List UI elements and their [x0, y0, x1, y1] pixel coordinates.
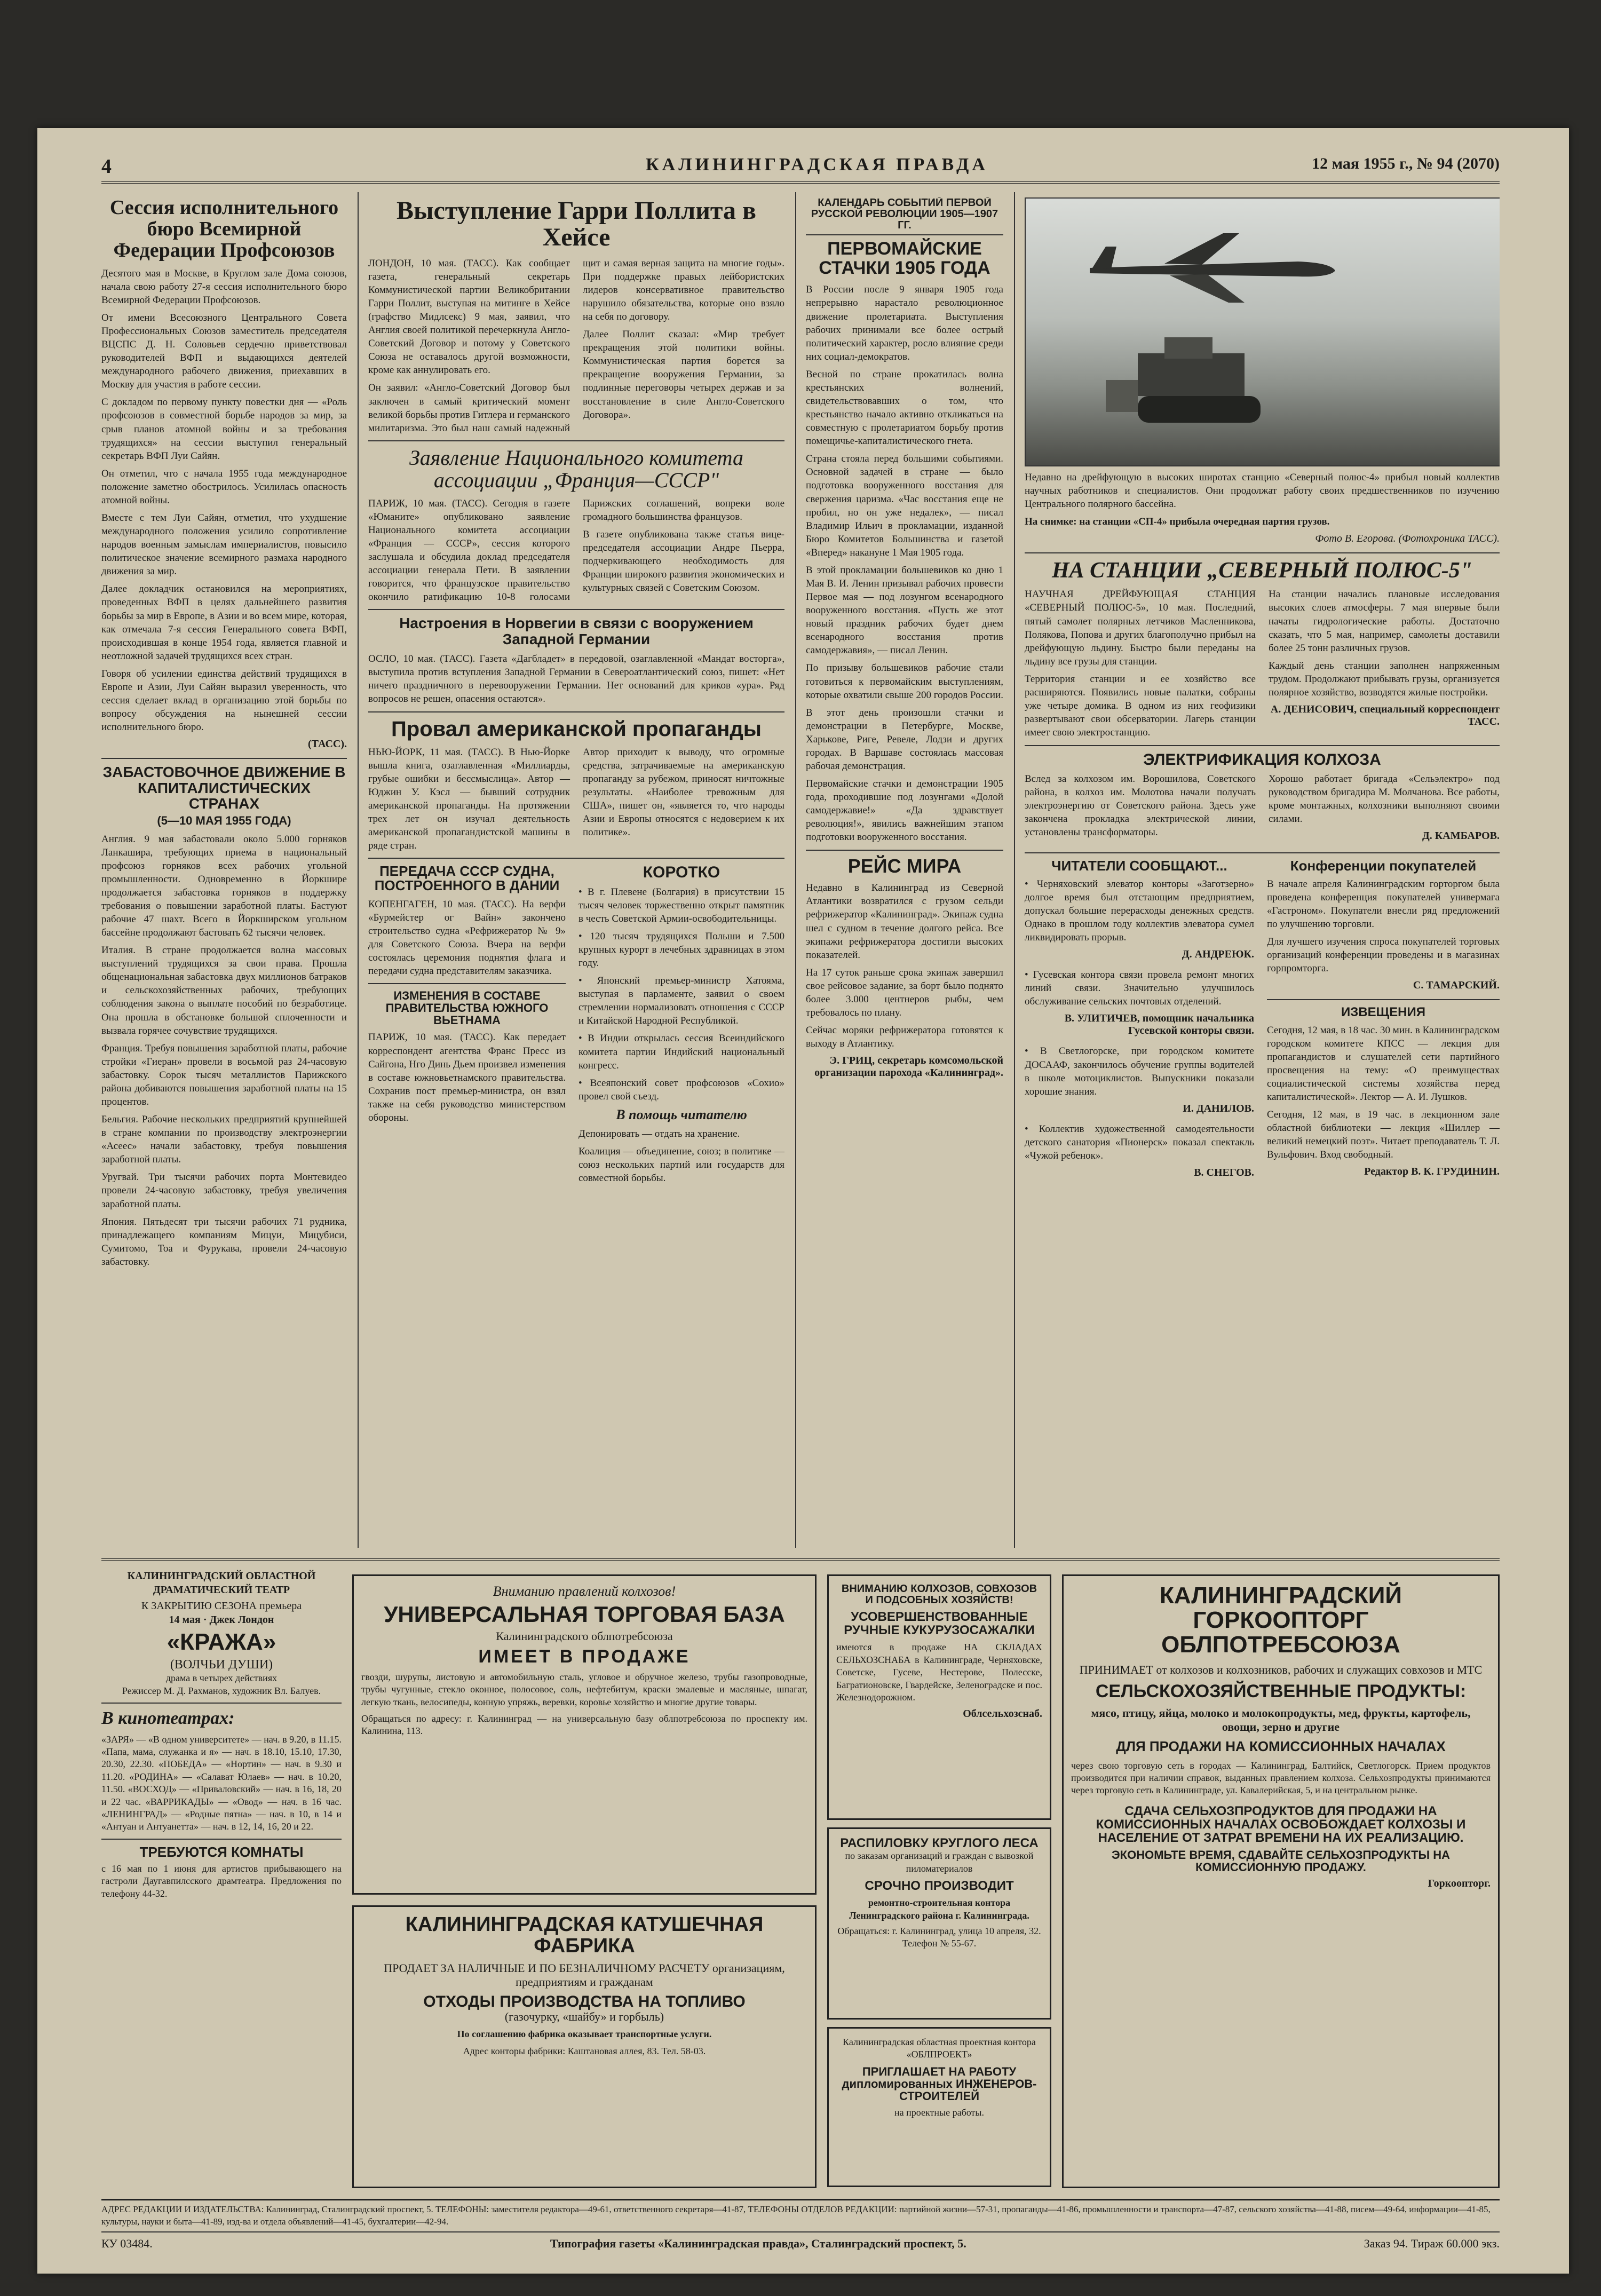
article-title: Провал американской пропаганды [391, 717, 762, 741]
article-paragraph: КОПЕНГАГЕН, 10 мая. (ТАСС). На верфи «Бурмейстер ог Вайн» закончено строительство судна «Рефрижератор № 9» для Советского Союза. Вчера на верфи состоялась церемония поднятия флага и передачи судна представителям заказчика. [368, 898, 566, 977]
ad-item: ОТХОДЫ ПРОИЗВОДСТВА НА ТОПЛИВО [423, 1992, 746, 2010]
notice: Сегодня, 12 мая, в 18 час. 30 мин. в Калининградском городском комитете КПСС — лекция для пропагандистов и слушателей сети партийного просвещения на тему: «О преимуществах социалистической системы хозяйства перед капиталистической». Лектор — А. И. Лушков. [1267, 1024, 1500, 1103]
ad-engineers [827, 2027, 1051, 2187]
column-3 [806, 197, 1003, 1548]
ad-subtitle: СРОЧНО ПРОИЗВОДИТ [865, 1878, 1014, 1893]
divider [101, 1839, 342, 1840]
article-paragraph: Вслед за колхозом им. Ворошилова, Советского района, в колхоз им. Молотова начали получать электроэнергию от Советского района. Здесь уже закончена прокладка электрической линии, установлены трансформаторы. [1025, 773, 1256, 838]
article-paragraph: На станции начались плановые исследования высоких слоев атмосферы. 7 мая впервые были начаты гидрологические работы. Достаточно сказать, что 5 мая, например, самолеты доставили более 25 тонн различных грузов. [1269, 589, 1500, 654]
article-paragraph: Весной по стране прокатилась волна крестьянских волнений, свидетельствовавших о том, что крестьянство начало активно откликаться на совместную с пролетариатом борьбу против помещичье-капиталистического гнета. [806, 368, 1003, 447]
brief-item: • В г. Плевене (Болгария) в присутствии 15 тысяч человек торжественно открыт памятник в честь Советской Армии-освободительницы. [578, 886, 784, 924]
article-paragraph: Далее Поллит сказал: «Мир требует прекращения этой политики войны. Коммунистическая партия борется за прекращение вооружения Германии, за подлинные переговоры четырех держав и за восстановление в силе Англо-Советского Договора». [583, 329, 784, 421]
ad-text: через свою торговую сеть в городах — Калининград, Балтийск, Светлогорск. Прием продуктов производится при наличии справок, выданных правлением колхоза. Сельхозпродукты принимаются через торговую сеть в Калининграде, ул. Кавалерийская, 5, и на центральном рынке. [1071, 1760, 1491, 1796]
theatre-play: «КРАЖА» [167, 1629, 276, 1655]
ad-text: на проектные работы. [894, 2107, 984, 2118]
article-paragraph: В газете опубликована также статья вице-председателя ассоциации Андре Пьерра, подчеркивающего необходимость для Франции широкого развития экономических и культурных связей с Советским Союзом. [583, 528, 784, 594]
article-title: Выступление Гарри Поллита в Хейсе [397, 197, 756, 252]
article-title: КОРОТКО [643, 864, 720, 882]
theatre-director: Режиссер М. Д. Рахманов, художник Вл. Балуев. [122, 1685, 321, 1696]
ad-subtitle: ПРОДАЕТ ЗА НАЛИЧНЫЕ И ПО БЕЗНАЛИЧНОМУ РАСЧЕТУ организациям, предприятиям и гражданам [384, 1961, 785, 1989]
article-paragraph: Для лучшего изучения спроса покупателей торговых организаций конференции проведены и в магазинах горпромторга. [1267, 936, 1500, 975]
cinema-title: В кинотеатрах: [101, 1708, 235, 1728]
article-paragraph: Сейчас моряки рефрижератора готовятся к выходу в Атлантику. [806, 1025, 1003, 1050]
paper-title: КАЛИНИНГРАДСКАЯ ПРАВДА [646, 155, 988, 175]
ad-subtitle: ИМЕЕТ В ПРОДАЖЕ [478, 1646, 691, 1667]
footer [101, 2199, 1500, 2251]
column-2 [368, 197, 784, 1548]
ad-gorkooptorg [1062, 1574, 1500, 2188]
article-paragraph: Страна стояла перед большими событиями. Основной задачей в стране — было подготовка вооруженного восстания для свержения царизма. «Час восстания еще не пробил, но он уже недалек», — писал Владимир Ильич в прокламации, изданной Бюро Комитетов Большинства и газетой «Вперед» накануне 1 Мая 1905 года. [806, 453, 1003, 558]
article-title: РЕЙС МИРА [847, 854, 962, 877]
article-title: НА СТАНЦИИ „СЕВЕРНЫЙ ПОЛЮС-5" [1051, 558, 1473, 583]
ad-title: РАСПИЛОВКУ КРУГЛОГО ЛЕСА [840, 1836, 1039, 1850]
notice: Сегодня, 12 мая, в 19 час. в лекционном зале областной библиотеки — лекция «Шиллер — великий немецкий поэт». Читает преподаватель Т. Л. Вульфович. Вход свободный. [1267, 1109, 1500, 1161]
article-signature: (ТАСС). [308, 738, 347, 750]
article-title: ИЗВЕЩЕНИЯ [1341, 1005, 1425, 1020]
rooms-text: с 16 мая по 1 июня для артистов прибывающего на гастроли Даугавпилсского драмтеатра. Предложения по телефону 44-32. [101, 1863, 342, 1899]
photo-credit: Фото В. Егорова. (Фотохроника ТАСС). [1315, 533, 1500, 545]
ad-bottom: СДАЧА СЕЛЬХОЗПРОДУКТОВ ДЛЯ ПРОДАЖИ НА КОМИССИОННЫХ НАЧАЛАХ ОСВОБОЖДАЕТ КОЛХОЗЫ И НАСЕЛЕНИЕ ОТ ЗАТРАТ ВРЕМЕНИ НА ИХ РЕАЛИЗАЦИЮ. [1096, 1803, 1466, 1846]
brief-item: • Японский премьер-министр Хатояма, выступая в парламенте, заявил о своем стремлении нормализовать отношения с СССР и Китайской Народной Республикой. [578, 975, 784, 1027]
photo-caption: Недавно на дрейфующую в высоких широтах станцию «Северный полюс-4» прибыл новый коллектив научных работников и специалистов. Они продолжат работу своих предшественников по изучению Центрального полярного бассейна. [1025, 472, 1500, 510]
article-title: ПЕРВОМАЙСКИЕ СТАЧКИ 1905 ГОДА [819, 239, 990, 278]
article-signature: И. ДАНИЛОВ. [1183, 1102, 1254, 1114]
footer-printer: Типография газеты «Калининградская правда», Сталинградский проспект, 5. [550, 2236, 966, 2250]
calendar-kicker: КАЛЕНДАРЬ СОБЫТИЙ ПЕРВОЙ РУССКОЙ РЕВОЛЮЦИИ 1905—1907 ГГ. [806, 197, 1003, 235]
article-signature: Э. ГРИЦ, секретарь комсомольской организации парохода «Калининград». [814, 1055, 1003, 1079]
photo-caption: На снимке: на станции «СП-4» прибыла очередная партия грузов. [1025, 516, 1330, 528]
reader-report: • Гусевская контора связи провела ремонт многих линий связи. Значительно улучшилось обслуживание сельских почтовых отделений. [1025, 969, 1254, 1008]
brief-item: • В Индии открылась сессия Всеиндийского комитета партии Индийский национальный конгресс. [578, 1033, 784, 1071]
ad-signature: Облсельхозснаб. [963, 1708, 1042, 1720]
tractor-icon [1106, 332, 1287, 428]
theatre-title: КАЛИНИНГРАДСКИЙ ОБЛАСТНОЙ ДРАМАТИЧЕСКИЙ ТЕАТР [127, 1570, 316, 1596]
ad-item-detail: (газочурку, «шайбу» и горбыль) [504, 2010, 664, 2024]
ad-title: УНИВЕРСАЛЬНАЯ ТОРГОВАЯ БАЗА [384, 1602, 785, 1627]
ad-trade-base [352, 1574, 817, 1895]
ad-title: УСОВЕРШЕНСТВОВАННЫЕ РУЧНЫЕ КУКУРУЗОСАЖАЛКИ [844, 1610, 1035, 1638]
article-signature: В. СНЕГОВ. [1194, 1166, 1254, 1178]
article-paragraph: НАУЧНАЯ ДРЕЙФУЮЩАЯ СТАНЦИЯ «СЕВЕРНЫЙ ПОЛЮС-5», 10 мая. Последний, пятый самолет полярных летчиков Масленникова, Полякова, Попова и других благополучно прибыл на дрейфующую льдину. Быстро были переданы на льдину все грузы для станции. [1025, 589, 1256, 667]
ad-note: По соглашению фабрика оказывает транспортные услуги. [457, 2029, 712, 2040]
article-paragraph: ПАРИЖ, 10 мая. (ТАСС). Сегодня в газете «Юманите» опубликовано заявление Национального комитета ассоциации «Франция — СССР», сессия которого заслушала и обсудила доклад председателя ассоциации генерала Пети. В заявлении говорится, что французское правительство окончило ратификацию 10-8 голосами Парижских соглашений, вопреки воле громадного большинства французов. [368, 497, 784, 603]
editor-credit: Редактор В. К. ГРУДИНИН. [1364, 1166, 1500, 1178]
article-paragraph: Каждый день станции заполнен напряженным трудом. Продолжают прибывать грузы, организуется полярное хозяйство, возводятся жилые постройки. [1269, 660, 1500, 698]
article-signature: Д. КАМБАРОВ. [1422, 830, 1500, 842]
article-paragraph: Он заявил: «Англо-Советский Договор был заключен в самый критический момент великой борьбы против Гитлера и германского милитаризма. Это был наш самый надежный щит и самая верная защита на многие годы». При поддержке правых лейбористских лидеров консервативное правительство нарушило обязательства, которые оно взяло на себя по договору. [368, 257, 784, 434]
article-paragraph: От имени Всесоюзного Центрального Совета Профессиональных Союзов заместитель председателя ВЦСПС Д. Н. Соловьев сердечно приветствовал руководителей ВФП и выдающихся деятелей международного рабочего движения, приехавших в Москву для участия в работе сессии. [101, 312, 347, 391]
article-title: Заявление Национального комитета ассоциации „Франция—СССР" [409, 445, 744, 492]
divider [368, 983, 566, 984]
footer-kr: КУ 03484. [101, 2236, 153, 2250]
article-paragraph: На 17 суток раньше срока экипаж завершил свое рейсовое задание, за борт было поднято более 3.000 центнеров рыбы, чем требовалось по плану. [806, 967, 1003, 1018]
article-paragraph: Территория станции и ее хозяйство все расширяются. Появились новые палатки, собраны уже четыре домика. В одном из них геофизики развертывают свои обсерватории. Лагерь станции имеет свою электростанцию. [1025, 673, 1256, 739]
divider [368, 858, 784, 859]
brief-item: • 120 тысяч трудящихся Польши и 7.500 крупных курорт в лечебных здравницах в этом году. [578, 930, 784, 969]
rooms-title: ТРЕБУЮТСЯ КОМНАТЫ [139, 1843, 304, 1860]
article-paragraph: Англия. 9 мая забастовали около 5.000 горняков Ланкашира, требующих приема в национальный профсоюз горняков всех рабочих угольной промышленности. Одновременно в Йоркшире продолжается забастовка горняков в поддержку требования о повышении заработной платы. Бастуют рабочие 47 шахт. Всего в Йоркширском угольном бассейне продолжают бастовать 62 тысячи человек. [101, 833, 347, 939]
footer-address: АДРЕС РЕДАКЦИИ И ИЗДАТЕЛЬСТВА: Калининград, Сталинградский проспект, 5. ТЕЛЕФОНЫ: заместителя редактора—49-61, ответственного секретаря—41-87, ТЕЛЕФОНЫ ОТДЕЛОВ РЕДАКЦИИ: партийной жизни—57-31, пропаганды—41-86, промышленности и транспорта—47-87, сельского хозяйства—41-88, писем—49-64, информации—41-85, культуры, науки и быта—41-89, изд-ва и отдела объявлений—41-45, бухгалтерии—42-94. [101, 2204, 1491, 2227]
glossary-item: Коалиция — объединение, союз; в политике — союз нескольких партий или государств для совместной борьбы. [578, 1146, 784, 1184]
column-rule [358, 192, 359, 1548]
cinema-listings: «ЗАРЯ» — «В одном университете» — нач. в 9.20, в 11.15. «Папа, мама, служанка и я» — нач. в 18.10, 15.10, 17.30, 20.30, 22.30. «ПОБЕДА» — «Нортин» — нач. в 9.30 и 11.20. «РОДИНА» — «Салават Юлаев» — нач. в 10.20, 11.50. «ВОСХОД» — «Приваловский» — нач. в 16, 18, 20 и 22 час. «ВАРРИКАДЫ» — «Овод» — нач. в 16 час. «ЛЕНИНГРАД» — «Родные пятна» — нач. в 10, в 14 и «Антуан и Антуанетта» — нач. в 12, 14, 16, 20 и 22. [101, 1733, 342, 1832]
article-title: ПЕРЕДАЧА СССР СУДНА, ПОСТРОЕННОГО В ДАНИИ [374, 863, 560, 894]
ads-divider [101, 1558, 1500, 1561]
divider [101, 758, 347, 759]
divider [1025, 745, 1500, 746]
reader-report: • Коллектив художественной самодеятельности детского санатория «Пионерск» показал спектакль «Чужой ребенок». [1025, 1123, 1254, 1161]
ad-theatre-cinema [101, 1569, 342, 2188]
issue-date: 12 мая 1955 г., № 94 (2070) [1312, 155, 1500, 172]
newspaper-page [37, 128, 1569, 2274]
article-paragraph: В начале апреля Калининградским горторгом была проведена конференция покупателей универмага «Гастроном». Покупатели внесли ряд предложений по улучшению торговли. [1267, 878, 1500, 930]
article-title: Сессия исполнительного бюро Всемирной Федерации Профсоюзов [109, 197, 339, 262]
footer-order: Заказ 94. Тираж 60.000 экз. [1364, 2236, 1500, 2250]
article-paragraph: НЬЮ-ЙОРК, 11 мая. (ТАСС). В Нью-Йорке вышла книга, озаглавленная «Миллиарды, грубые ошибки и бессмыслица». Автор — Юджин У. Кэсл — бывший сотрудник американской пропаганды. На протяжении трех лет он изучал деятельность американской пропагандистской машины в ряде стран. [368, 746, 570, 852]
article-paragraph: ОСЛО, 10 мая. (ТАСС). Газета «Дагбладет» в передовой, озаглавленной «Мандат восторга», выступила против вступления Западной Германии в Североатлантический союз, пишет: «Нет ничего праздничного в перевооружении Германии. Нет оснований для криков «ура». Ряд вопросов не решен, опасения остаются». [368, 653, 784, 705]
article-paragraph: ПАРИЖ, 10 мая. (ТАСС). Как передает корреспондент агентства Франс Пресс из Сайгона, Нго Динь Дьем произвел изменения в составе южновьетнамского правительства. Сохранив пост премьер-министра, он взял также на себя руководство министерством обороны. [368, 1032, 566, 1123]
ad-list: мясо, птицу, яйца, молоко и молокопродукты, мед, фрукты, картофель, овощи, зерно и другие [1091, 1706, 1471, 1734]
article-paragraph: В России после 9 января 1905 года непрерывно нарастало революционное движение пролетариата. Выступления рабочих принимали все более острый политический характер, росло влияние среди них социал-демократов. [806, 284, 1003, 362]
article-paragraph: По призыву большевиков рабочие стали готовиться к первомайским выступлениям, которые охватили свыше 200 городов России. [806, 662, 1003, 701]
article-signature: С. ТАМАРСКИЙ. [1413, 979, 1500, 992]
divider [1267, 999, 1500, 1000]
theatre-date: 14 мая · Джек Лондон [169, 1614, 274, 1626]
ad-title: КАЛИНИНГРАДСКАЯ КАТУШЕЧНАЯ ФАБРИКА [405, 1913, 764, 1957]
ad-planters [827, 1574, 1051, 1820]
ad-title: ПРИГЛАШАЕТ НА РАБОТУ дипломированных ИНЖЕНЕРОВ-СТРОИТЕЛЕЙ [842, 2064, 1037, 2103]
column-rule [795, 192, 796, 1548]
article-paragraph: Говоря об усилении единства действий трудящихся в Европе и Азии, Луи Сайян выразил уверенность, что сессия сделает вклад в организацию этой борьбы по вопросу обсуждения на нынешней сессии исполнительного бюро. [101, 668, 347, 733]
divider [368, 711, 784, 712]
ad-text: имеются в продаже НА СКЛАДАХ СЕЛЬХОЗСНАБА в Калининграде, Черняховске, Советске, Гусеве, Нестерове, Полесске, Багратионовске, Гвардейске, Зеленоградске и пос. Железнодорожном. [836, 1642, 1042, 1703]
divider [1025, 852, 1500, 853]
ad-end: ЭКОНОМЬТЕ ВРЕМЯ, СДАВАЙТЕ СЕЛЬХОЗПРОДУКТЫ НА КОМИССИОННУЮ ПРОДАЖУ. [1112, 1848, 1450, 1874]
article-paragraph: Автор приходит к выводу, что огромные средства, затрачиваемые на американскую пропаганду за рубежом, приносят ничтожные результаты. «Наиболее тревожным для США», пишет он, «является то, что народы Азии и Европы относятся с недоверием к их политике». [583, 746, 784, 838]
divider [368, 440, 784, 441]
ad-address: Адрес конторы фабрики: Каштановая аллея, 83. Тел. 58-03. [463, 2045, 706, 2056]
ad-kicker: ВНИМАНИЮ КОЛХОЗОВ, СОВХОЗОВ И ПОДСОБНЫХ ХОЗЯЙСТВ! [841, 1583, 1037, 1606]
reader-report: • В Светлогорске, при городском комитете ДОСААФ, закончилось обучение группы водителей в школе мотоциклистов. Выпускники показали хорошие знания. [1025, 1046, 1254, 1097]
ad-text: по заказам организаций и граждан с вывозкой пиломатериалов [845, 1850, 1034, 1874]
article-paragraph: ЛОНДОН, 10 мая. (ТАСС). Как сообщает газета, генеральный секретарь Коммунистической партии Великобритании Гарри Поллит, выступая на митинге в Хейсе (графство Мидлсекс) 9 мая, заявил, что Англия своей политикой перечеркнула Англо-Советский Договор и потому у Советского Союза не оставалось другой возможности, кроме как аннулировать его. [368, 257, 570, 376]
ad-org: ремонтно-строительная контора Ленинградского района г. Калининграда. [849, 1897, 1029, 1921]
article-paragraph: Десятого мая в Москве, в Круглом зале Дома союзов, начала свою работу 27-я сессия исполнительного бюро Всемирной Федерации Профсоюзов. [101, 267, 347, 306]
ad-kicker: Вниманию правлений колхозов! [493, 1584, 676, 1599]
ad-mid: ДЛЯ ПРОДАЖИ НА КОМИССИОННЫХ НАЧАЛАХ [1116, 1738, 1446, 1755]
ad-subtitle: ПРИНИМАЕТ от колхозов и колхозников, рабочих и служащих совхозов и МТС [1079, 1662, 1483, 1676]
ad-address: Обращаться по адресу: г. Калининград — на универсальную базу облпотребсоюза по проспекту им. Калинина, 113. [361, 1713, 807, 1737]
ad-address: Обращаться: г. Калининград, улица 10 апреля, 32. Телефон № 55-67. [837, 1925, 1041, 1949]
article-signature: Д. АНДРЕЮК. [1182, 948, 1254, 961]
article-paragraph: Франция. Требуя повышения заработной платы, рабочие стройки «Гиеран» провели в восьмой раз 24-часовую забастовку. Сорок тысяч металлистов Парижского района добиваются повышения заработной платы на 15 процентов. [101, 1042, 347, 1107]
article-paragraph: Далее докладчик остановился на мероприятиях, проведенных ВФП в целях дальнейшего развития борьбы за мир в Европе, в Азии и во всем мире, которая, как отмечала 7-я сессия Генерального совета ВФП, происходившая в конце 1954 года, является главной и неотложной задачей трудящихся всех стран. [101, 583, 347, 662]
airplane-icon [1084, 231, 1341, 305]
news-photo [1025, 197, 1500, 466]
theatre-sub: К ЗАКРЫТИЮ СЕЗОНА премьера [141, 1600, 302, 1612]
article-paragraph: В этот день произошли стачки и демонстрации в Петербурге, Москве, Харькове, Риге, Ревеле, Лодзи и других городах. В Варшаве состоялась массовая рабочая демонстрация. [806, 707, 1003, 772]
divider [1025, 552, 1500, 553]
ad-title: КАЛИНИНГРАДСКИЙ ГОРКООПТОРГ ОБЛПОТРЕБСОЮЗА [1160, 1582, 1402, 1658]
article-title: ЗАБАСТОВОЧНОЕ ДВИЖЕНИЕ В КАПИТАЛИСТИЧЕСКИХ СТРАНАХ [102, 764, 346, 812]
ad-spool-factory [352, 1905, 817, 2188]
glossary-item: Депонировать — отдать на хранение. [578, 1128, 740, 1140]
article-paragraph: Япония. Пятьдесят три тысячи рабочих 71 рудника, принадлежащего компаниям Мицуи, Мицубиси, Сумитомо, Тоа и Фурукава, провели 24-часовую забастовку. [101, 1216, 347, 1268]
divider [101, 1703, 342, 1704]
article-paragraph: В этой прокламации большевиков ко дню 1 Мая В. И. Ленин призывал рабочих провести Первое мая — под лозунгом всенародного вооруженного восстания. «Пусть же этот новый праздник рабочих будет днем всенародного восстания против самодержавия», — писал Ленин. [806, 564, 1003, 656]
masthead [101, 149, 1500, 184]
column-rule [1014, 192, 1015, 1548]
theatre-desc: драма в четырех действиях [165, 1673, 278, 1684]
ad-org: Калининградского облпотребсоюза [496, 1629, 673, 1643]
article-signature: В. УЛИТИЧЕВ, помощник начальника Гусевской конторы связи. [1064, 1012, 1254, 1037]
article-paragraph: Он отметил, что с начала 1955 года международное положение заметно обострилось. Усилилась опасность атомной войны. [101, 468, 347, 506]
brief-item: • Всеяпонский совет профсоюзов «Сохио» провел свой съезд. [578, 1077, 784, 1102]
divider [368, 609, 784, 610]
article-title: ЧИТАТЕЛИ СООБЩАЮТ... [1051, 857, 1227, 874]
article-title: Настроения в Норвегии в связи с вооружением Западной Германии [399, 615, 754, 647]
ad-column-middle [827, 1574, 1051, 2188]
column-4 [1025, 197, 1500, 1548]
article-paragraph: Италия. В стране продолжается волна массовых выступлений трудящихся за свои права. Прошла общенациональная забастовка двух миллионов батраков и сельскохозяйственных рабочих, требующих соблюдения закона о выплате пособий по безработице. Она прошла в обстановке большой сплоченности и вызвала горячее сочувствие трудящихся. [101, 945, 347, 1036]
article-paragraph: Вместе с тем Луи Сайян, отметил, что ухудшение международного положения усилило сопротивление народов военным замыслам империалистов, повысило политическое значение всемирного размаха народного движения за мир. [101, 512, 347, 577]
page-number: 4 [101, 155, 112, 178]
ad-org: Калининградская областная проектная контора «ОБЛПРОЕКТ» [843, 2037, 1036, 2060]
ad-text: гвозди, шурупы, листовую и автомобильную сталь, угловое и обручное железо, трубы газопроводные, трубы чугунные, стекло оконное, полосовое, соль, нефтебитум, краски эмалевые и масляные, шпагат, легкую ткань, велосипеды, конную упряжь, веревки, коровье хозяйство и многие другие товары. [361, 1671, 807, 1707]
article-subtitle: (5—10 МАЯ 1955 ГОДА) [157, 814, 291, 828]
article-title: ЭЛЕКТРИФИКАЦИЯ КОЛХОЗА [1143, 750, 1381, 769]
divider [806, 850, 1003, 851]
article-title: В помощь читателю [616, 1106, 747, 1122]
article-title: Конференции покупателей [1290, 857, 1477, 874]
reader-report: • Черняховский элеватор конторы «Заготзерно» долгое время был отстающим предприятием, допускал большие перерасходы денежных средств. Однако в прошлом году коллектив элеватора сумел ликвидировать прорыв. [1025, 878, 1254, 944]
article-paragraph: Уругвай. Три тысячи рабочих порта Монтевидео провели 24-часовую забастовку, требуя увеличения заработной платы. [101, 1171, 347, 1210]
article-paragraph: Хорошо работает бригада «Сельэлектро» под руководством бригадира М. Молчанова. Все работы, кроме монтажных, колхозники выполняют своими силами. [1269, 773, 1500, 825]
ad-signature: Горкоопторг. [1428, 1878, 1491, 1890]
article-paragraph: Бельгия. Рабочие нескольких предприятий крупнейшей в стране компании по производству электроэнергии «Асеес» начали забастовку, требуя повышения заработной платы. [101, 1114, 347, 1166]
article-paragraph: Первомайские стачки и демонстрации 1905 года, проходившие под лозунгами «Долой самодержавие!» «Да здравствует революция!», явились важнейшим этапом подготовки вооруженного восстания. [806, 778, 1003, 843]
column-1 [101, 197, 347, 1548]
article-signature: А. ДЕНИСОВИЧ, специальный корреспондент ТАСС. [1270, 703, 1500, 728]
article-paragraph: Недавно в Калининград из Северной Атлантики возвратился с грузом сельди рефрижератор «Калининград». Экипаж судна шел с судном в течение долгого рейса. Все экипажи рефрижератора достигли высоких показателей. [806, 882, 1003, 961]
ad-sawmill [827, 1827, 1051, 2020]
ad-item: СЕЛЬСКОХОЗЯЙСТВЕННЫЕ ПРОДУКТЫ: [1095, 1681, 1467, 1701]
article-paragraph: С докладом по первому пункту повестки дня — «Роль профсоюзов в совместной борьбе народов за мир, за срыв планов атомной войны и за требования трудящихся» на сессии выступил генеральный секретарь ВФП Луи Сайян. [101, 397, 347, 462]
article-title: ИЗМЕНЕНИЯ В СОСТАВЕ ПРАВИТЕЛЬСТВА ЮЖНОГО ВЬЕТНАМА [385, 989, 549, 1027]
theatre-play-subtitle: (ВОЛЧЬИ ДУШИ) [170, 1658, 273, 1672]
